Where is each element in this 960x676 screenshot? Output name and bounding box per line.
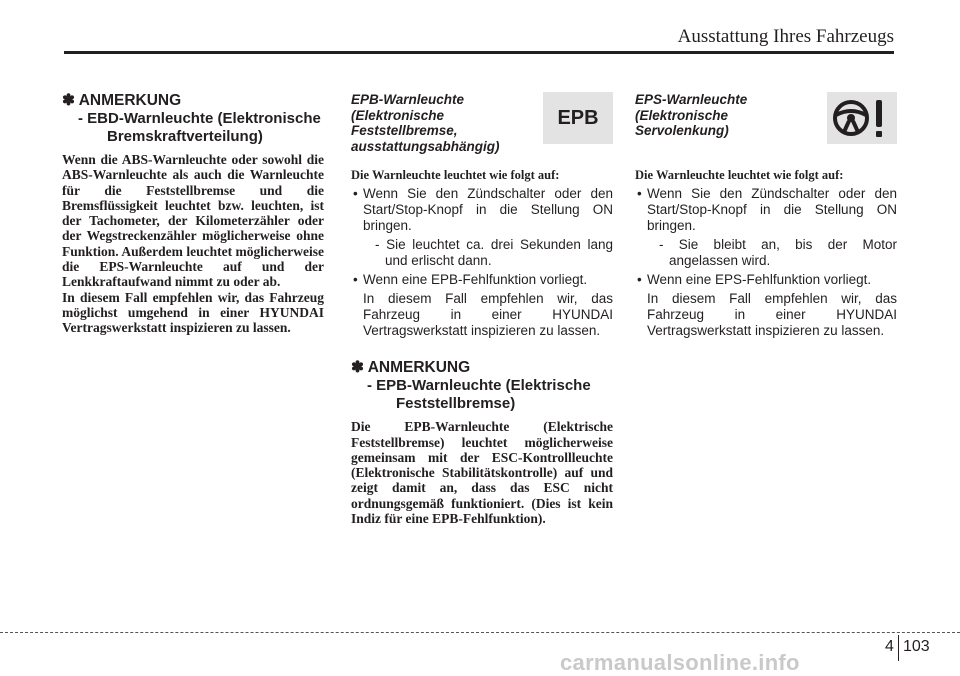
epb-recommendation: In diesem Fall empfehlen wir, das Fahrzeug in einer HYUNDAI Vertragswerkstatt inspizieren zu lassen. [363, 291, 613, 339]
epb-section-title: EPB-Warnleuchte (Elektronische Feststellbremse, ausstattungsabhängig) [351, 92, 500, 154]
column-3 [635, 92, 897, 339]
note-body: Wenn die ABS-Warnleuchte oder sowohl die ABS-Warnleuchte als auch die Warnleuchte für die Feststellbremse und die Bremsflüssigkeit leuchtet bzw. leuchten, ist der Tachometer, der Kilometerzähler oder der Wegstreckenzähler möglicherweise ohne Funktion. Außerdem leuchtet möglicherweise die EPS-Warnleuchte auf und der Lenkkraftaufwand nimmt zu oder ab. [62, 152, 324, 290]
eps-recommendation: In diesem Fall empfehlen wir, das Fahrzeug in einer HYUNDAI Vertragswerkstatt inspizieren zu lassen. [647, 291, 897, 339]
eps-section-title: EPS-Warnleuchte (Elektronische Servolenkung) [635, 92, 748, 138]
eps-dash-1: - Sie bleibt an, bis der Motor angelassen wird. [659, 237, 897, 269]
note-heading: ✽ ANMERKUNG [62, 92, 182, 109]
epb-dash-1: - Sie leuchtet ca. drei Sekunden lang und erlischt dann. [375, 237, 613, 269]
page-number-divider [898, 635, 899, 661]
header-rule [64, 51, 894, 54]
running-header-title: Ausstattung Ihres Fahrzeugs [677, 26, 894, 47]
epb-bullet-1: • Wenn Sie den Zündschalter oder den Start/Stop-Knopf in die Stellung ON bringen. [351, 186, 613, 234]
section-number: 4 [885, 638, 894, 655]
steering-wheel-warning-icon [827, 92, 897, 144]
epb-intro: Die Warnleuchte leuchtet wie folgt auf: [351, 168, 560, 182]
epb-bullet-2: • Wenn eine EPB-Fehlfunktion vorliegt. [351, 272, 613, 288]
watermark: carmanualsonline.info [560, 650, 800, 675]
epb-note-heading: ✽ ANMERKUNG [351, 359, 471, 377]
epb-title-row [351, 92, 613, 154]
column-2 [351, 92, 613, 526]
eps-bullet-1: • Wenn Sie den Zündschalter oder den Start/Stop-Knopf in die Stellung ON bringen. [635, 186, 897, 234]
epb-icon-label: EPB [557, 106, 599, 129]
note-subheading: - EBD-Warnleuchte (Elektronische Bremskraftverteilung) [78, 110, 321, 145]
eps-title-row [635, 92, 897, 154]
column-1 [62, 92, 324, 336]
eps-bullet-2: • Wenn eine EPS-Fehlfunktion vorliegt. [635, 272, 897, 288]
epb-note-subheading: - EPB-Warnleuchte (Elektrische Feststellbremse) [367, 377, 591, 413]
page-number: 103 [903, 638, 930, 655]
epb-warning-icon [543, 92, 613, 144]
footer-rule [0, 632, 960, 633]
eps-intro: Die Warnleuchte leuchtet wie folgt auf: [635, 168, 844, 182]
epb-note-body: Die EPB-Warnleuchte (Elektrische Feststellbremse) leuchtet möglicherweise gemeinsam mit der ESC-Kontrollleuchte (Elektronische Stabilitätskontrolle) auf und zeigt damit an, dass das ESC nicht ordnungsgemäß funktioniert. (Dies ist kein Indiz für eine EPB-Fehlfunktion). [351, 419, 613, 527]
note-body-2: In diesem Fall empfehlen wir, das Fahrzeug möglichst umgehend in einer HYUNDAI Vertragswerkstatt inspizieren zu lassen. [62, 289, 324, 336]
